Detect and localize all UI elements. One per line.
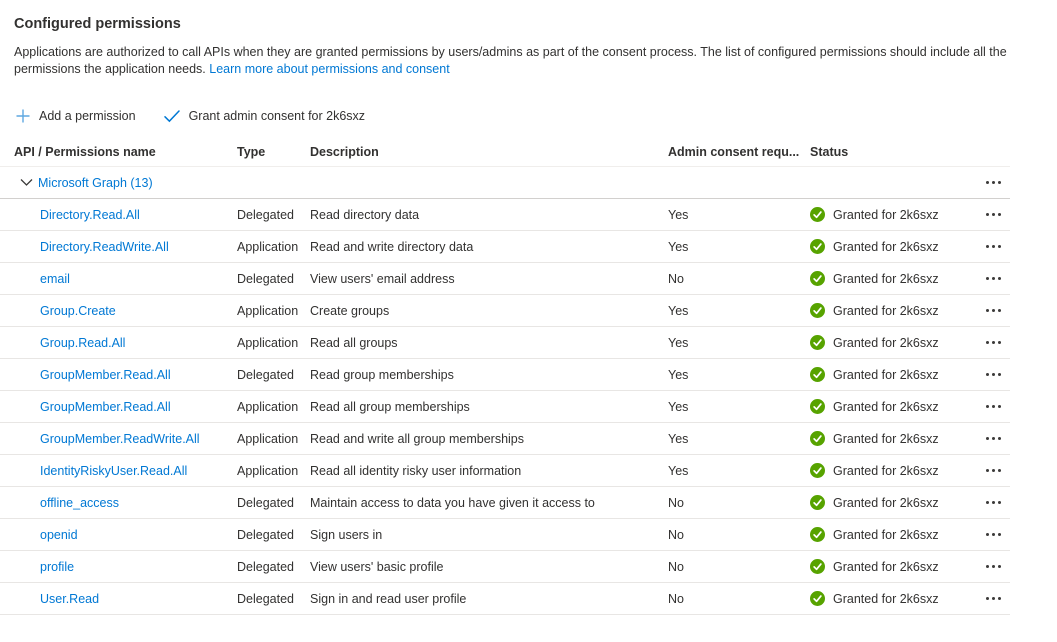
permission-description: Read and write all group memberships (310, 431, 524, 446)
status-badge (810, 239, 984, 254)
granted-check-icon (810, 367, 825, 382)
permission-name-link[interactable]: profile (40, 559, 75, 574)
table-row (0, 263, 1010, 295)
row-context-menu-button[interactable] (984, 335, 1010, 351)
table-body (0, 199, 1010, 615)
admin-consent-required-value: Yes (668, 367, 689, 382)
status-badge (810, 399, 984, 414)
row-context-menu-button[interactable] (984, 591, 1010, 607)
column-header-admin-consent-required[interactable]: Admin consent requ... (668, 144, 800, 159)
status-text: Granted for 2k6sxz (833, 399, 939, 414)
permission-description: Read all group memberships (310, 399, 470, 414)
admin-consent-required-value: Yes (668, 207, 689, 222)
column-header-type[interactable]: Type (237, 144, 266, 159)
permission-description: Maintain access to data you have given it access to (310, 495, 595, 510)
status-badge (810, 463, 984, 478)
status-badge (810, 367, 984, 382)
permission-description: Read and write directory data (310, 239, 474, 254)
permission-description: Read group memberships (310, 367, 454, 382)
column-header-status[interactable]: Status (810, 144, 849, 159)
granted-check-icon (810, 431, 825, 446)
admin-consent-required-value: Yes (668, 335, 689, 350)
permission-name-link[interactable]: Group.Create (40, 303, 116, 318)
granted-check-icon (810, 335, 825, 350)
granted-check-icon (810, 239, 825, 254)
admin-consent-required-value: No (668, 271, 684, 286)
permission-description: View users' email address (310, 271, 455, 286)
permission-type: Delegated (237, 495, 294, 510)
table-header-row (0, 137, 1010, 167)
permission-name-link[interactable]: Group.Read.All (40, 335, 126, 350)
permission-name-link[interactable]: IdentityRiskyUser.Read.All (40, 463, 188, 478)
permission-description: Sign users in (310, 527, 383, 542)
status-badge (810, 303, 984, 318)
permission-name-link[interactable]: GroupMember.Read.All (40, 399, 171, 414)
permission-type: Application (237, 399, 299, 414)
table-row (0, 519, 1010, 551)
permission-type: Delegated (237, 271, 294, 286)
add-permission-button[interactable] (16, 109, 136, 123)
table-row (0, 391, 1010, 423)
permission-type: Delegated (237, 559, 294, 574)
status-text: Granted for 2k6sxz (833, 431, 939, 446)
permission-name-link[interactable]: User.Read (40, 591, 100, 606)
ellipsis-icon (986, 405, 989, 408)
table-row (0, 359, 1010, 391)
configured-permissions-page (0, 14, 1057, 615)
granted-check-icon (810, 559, 825, 574)
group-context-menu-button[interactable] (984, 175, 1010, 191)
table-row (0, 551, 1010, 583)
permission-type: Application (237, 431, 299, 446)
admin-consent-required-value: No (668, 527, 684, 542)
table-row (0, 231, 1010, 263)
status-badge (810, 495, 984, 510)
permission-description: Read directory data (310, 207, 420, 222)
permission-type: Application (237, 303, 299, 318)
row-context-menu-button[interactable] (984, 463, 1010, 479)
ellipsis-icon (986, 437, 989, 440)
status-text: Granted for 2k6sxz (833, 335, 939, 350)
permission-name-link[interactable]: offline_access (40, 495, 119, 510)
ellipsis-icon (986, 309, 989, 312)
permission-type: Application (237, 239, 299, 254)
page-description-text: Applications are authorized to call APIs when they are granted permissions by users/admins as part of the consent process. The list of configured permissions should include all the permissions the application needs. (14, 45, 1007, 76)
status-badge (810, 431, 984, 446)
admin-consent-required-value: No (668, 591, 684, 606)
table-row (0, 583, 1010, 615)
ellipsis-icon (986, 373, 989, 376)
add-permission-label: Add a permission (39, 109, 136, 123)
permission-name-link[interactable]: GroupMember.Read.All (40, 367, 171, 382)
admin-consent-required-value: Yes (668, 239, 689, 254)
ellipsis-icon (986, 245, 989, 248)
row-context-menu-button[interactable] (984, 239, 1010, 255)
status-text: Granted for 2k6sxz (833, 207, 939, 222)
plus-icon (16, 109, 30, 123)
ellipsis-icon (986, 213, 989, 216)
status-badge (810, 527, 984, 542)
row-context-menu-button[interactable] (984, 527, 1010, 543)
ellipsis-icon (986, 277, 989, 280)
row-context-menu-button[interactable] (984, 271, 1010, 287)
permission-description: Sign in and read user profile (310, 591, 467, 606)
ellipsis-icon (986, 565, 989, 568)
permission-description: Read all identity risky user information (310, 463, 522, 478)
status-text: Granted for 2k6sxz (833, 495, 939, 510)
status-text: Granted for 2k6sxz (833, 271, 939, 286)
granted-check-icon (810, 463, 825, 478)
row-context-menu-button[interactable] (984, 431, 1010, 447)
ellipsis-icon (986, 341, 989, 344)
row-context-menu-button[interactable] (984, 207, 1010, 223)
ellipsis-icon (986, 533, 989, 536)
status-text: Granted for 2k6sxz (833, 303, 939, 318)
permission-name-link[interactable]: openid (40, 527, 78, 542)
permission-name-link[interactable]: GroupMember.ReadWrite.All (40, 431, 200, 446)
permission-name-link[interactable]: Directory.ReadWrite.All (40, 239, 169, 254)
row-context-menu-button[interactable] (984, 495, 1010, 511)
table-row (0, 455, 1010, 487)
granted-check-icon (810, 207, 825, 222)
command-bar (16, 103, 1057, 129)
status-text: Granted for 2k6sxz (833, 239, 939, 254)
permission-name-link[interactable]: email (40, 271, 70, 286)
api-group-link[interactable]: Microsoft Graph (13) (38, 175, 153, 190)
chevron-down-icon[interactable] (20, 178, 33, 187)
checkmark-icon (164, 110, 180, 123)
row-context-menu-button[interactable] (984, 399, 1010, 415)
granted-check-icon (810, 591, 825, 606)
permission-description: View users' basic profile (310, 559, 444, 574)
table-row (0, 423, 1010, 455)
granted-check-icon (810, 527, 825, 542)
permission-type: Application (237, 463, 299, 478)
table-row (0, 487, 1010, 519)
status-badge (810, 559, 984, 574)
permission-description: Create groups (310, 303, 390, 318)
page-description (14, 44, 1016, 78)
permission-type: Delegated (237, 367, 294, 382)
admin-consent-required-value: No (668, 559, 684, 574)
admin-consent-required-value: Yes (668, 303, 689, 318)
permission-type: Application (237, 335, 299, 350)
granted-check-icon (810, 495, 825, 510)
admin-consent-required-value: Yes (668, 431, 689, 446)
permission-type: Delegated (237, 207, 294, 222)
table-row (0, 199, 1010, 231)
granted-check-icon (810, 271, 825, 286)
permissions-table (0, 137, 1010, 615)
status-badge (810, 591, 984, 606)
status-text: Granted for 2k6sxz (833, 527, 939, 542)
learn-more-link[interactable]: Learn more about permissions and consent (209, 62, 450, 76)
permission-type: Delegated (237, 527, 294, 542)
admin-consent-required-value: Yes (668, 399, 689, 414)
status-text: Granted for 2k6sxz (833, 591, 939, 606)
granted-check-icon (810, 399, 825, 414)
table-row (0, 295, 1010, 327)
row-context-menu-button[interactable] (984, 559, 1010, 575)
admin-consent-required-value: No (668, 495, 684, 510)
ellipsis-icon (986, 597, 989, 600)
grant-admin-consent-button[interactable] (164, 109, 365, 123)
grant-admin-consent-label: Grant admin consent for 2k6sxz (188, 109, 366, 123)
row-context-menu-button[interactable] (984, 367, 1010, 383)
status-badge (810, 335, 984, 350)
status-text: Granted for 2k6sxz (833, 367, 939, 382)
table-row (0, 327, 1010, 359)
permission-type: Delegated (237, 591, 294, 606)
permission-name-link[interactable]: Directory.Read.All (40, 207, 140, 222)
granted-check-icon (810, 303, 825, 318)
ellipsis-icon (986, 501, 989, 504)
column-header-api-permissions-name[interactable]: API / Permissions name (14, 144, 156, 159)
page-title: Configured permissions (14, 16, 181, 32)
permission-description: Read all groups (310, 335, 398, 350)
admin-consent-required-value: Yes (668, 463, 689, 478)
status-text: Granted for 2k6sxz (833, 463, 939, 478)
ellipsis-icon (986, 181, 989, 184)
status-badge (810, 271, 984, 286)
column-header-description[interactable]: Description (310, 144, 379, 159)
status-badge (810, 207, 984, 222)
api-group-row (0, 167, 1010, 199)
status-text: Granted for 2k6sxz (833, 559, 939, 574)
ellipsis-icon (986, 469, 989, 472)
row-context-menu-button[interactable] (984, 303, 1010, 319)
